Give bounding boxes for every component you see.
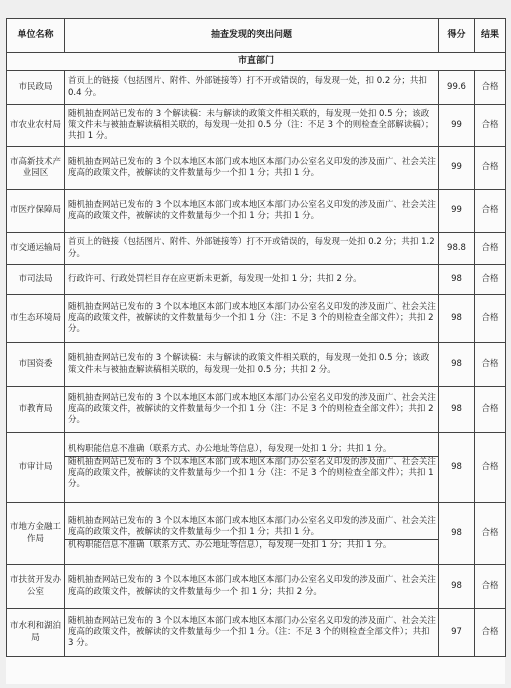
section-row <box>7 53 506 71</box>
issue-cell <box>65 387 439 433</box>
issue-cell <box>65 565 439 609</box>
result-cell: 合格 <box>475 565 506 609</box>
result-cell: 合格 <box>475 503 506 565</box>
issue-text: 随机抽查网站已发布的 3 个以本地区本部门或本地区本部门办公室名义印发的涉及面广、社会关注度高的政策文件，被解读的文件数量每少一个扣 1 分。（注：不足 3 个的则检查全部文件）；共扣 3 分。 <box>68 615 436 649</box>
score-cell: 99 <box>439 105 475 147</box>
table-row <box>7 295 506 343</box>
result-cell: 合格 <box>475 71 506 105</box>
header-row <box>7 19 506 53</box>
issue-text: 随机抽查网站已发布的 3 个以本地区本部门或本地区本部门办公室名义印发的涉及面广、社会关注度高的政策文件，被解读的文件数量每少一个扣 1 分；共扣 1 分。 <box>68 156 436 178</box>
issue-cell <box>65 295 439 343</box>
result-cell: 合格 <box>475 233 506 265</box>
table-row <box>7 265 506 295</box>
score-cell: 98 <box>439 343 475 387</box>
table-row <box>7 233 506 265</box>
issue-cell <box>65 233 439 265</box>
issue-text: 随机抽查网站已发布的 3 个以本地区本部门或本地区本部门办公室名义印发的涉及面广、社会关注度高的政策文件，被解读的文件数量每少一个扣 1 分；共扣 1 分。 <box>68 516 436 538</box>
score-cell: 98.8 <box>439 233 475 265</box>
table-row <box>7 71 506 105</box>
issue-text: 随机抽查网站已发布的 3 个解读稿：未与解读的政策文件相关联的，每发现一处扣 0.5 分；该政策文件未与被抽查解读稿相关联的，每发现一处扣 0.5 分（注：不足 3 个的则检查全部解读稿）；共扣 1 分。 <box>68 108 434 142</box>
unit-name-cell: 市扶贫开发办公室 <box>7 565 65 609</box>
score-cell: 98 <box>439 565 475 609</box>
table-row <box>7 147 506 190</box>
unit-name-cell: 市交通运输局 <box>7 233 65 265</box>
score-cell: 98 <box>439 387 475 433</box>
score-cell: 98 <box>439 265 475 295</box>
unit-name-cell: 市民政局 <box>7 71 65 105</box>
table-row <box>7 343 506 387</box>
score-cell: 98 <box>439 503 475 565</box>
issue-cell <box>65 105 439 147</box>
unit-name-cell: 市司法局 <box>7 265 65 295</box>
table-row <box>7 609 506 657</box>
score-cell: 98 <box>439 433 475 503</box>
unit-name-cell: 市审计局 <box>7 433 65 503</box>
result-cell: 合格 <box>475 147 506 190</box>
header-issue: 抽查发现的突出问题 <box>65 19 439 53</box>
issue-text: 随机抽查网站已发布的 3 个解读稿：未与解读的政策文件相关联的，每发现一处扣 0.5 分；该政策文件未与被抽查解读稿相关联的，每发现一处扣 0.5 分；共扣 2 分。 <box>68 353 430 375</box>
table-row <box>7 565 506 609</box>
result-cell: 合格 <box>475 265 506 295</box>
issue-text: 机构职能信息不准确（联系方式、办公地址等信息），每发现一处扣 1 分；共扣 1 分。 <box>68 444 392 455</box>
inspection-results-table <box>6 18 506 657</box>
issue-text: 随机抽查网站已发布的 3 个以本地区本部门或本地区本部门办公室名义印发的涉及面广、社会关注度高的政策文件，被解读的文件数量每少一个 扣 1 分；共扣 2 分。 <box>68 575 436 597</box>
issue-text: 随机抽查网站已发布的 3 个以本地区本部门或本地区本部门办公室名义印发的涉及面广、社会关注度高的政策文件，被解读的文件数量每少一个扣 1 分（注：不足 3 个的则检查全部文件）；共扣 1 分。 <box>65 456 438 491</box>
score-cell: 98 <box>439 295 475 343</box>
score-cell: 99.6 <box>439 71 475 105</box>
issue-cell <box>65 71 439 105</box>
issue-text: 随机抽查网站已发布的 3 个以本地区本部门或本地区本部门办公室名义印发的涉及面广、社会关注度高的政策文件，被解读的文件数量每少一个扣 1 分；共扣 1 分。 <box>68 199 436 221</box>
result-cell: 合格 <box>475 387 506 433</box>
result-cell: 合格 <box>475 190 506 233</box>
issue-text: 首页上的链接（包括图片、附件、外部链接等）打不开或错误的，每发现一处，扣 0.2 分；共扣 0.4 分。 <box>68 76 427 98</box>
result-cell: 合格 <box>475 343 506 387</box>
unit-name-cell: 市国资委 <box>7 343 65 387</box>
unit-name-cell: 市教育局 <box>7 387 65 433</box>
unit-name-cell: 市高新技术产业园区 <box>7 147 65 190</box>
table-row <box>7 190 506 233</box>
header-score: 得分 <box>439 19 475 53</box>
issue-text: 行政许可、行政处罚栏目存在应更新未更新，每发现一处扣 1 分；共扣 2 分。 <box>68 273 362 284</box>
issue-text: 随机抽查网站已发布的 3 个以本地区本部门或本地区本部门办公室名义印发的涉及面广、社会关注度高的政策文件，被解读的文件数量每少一个扣 1 分（注：不足 3 个的则检查全部文件）；共扣 2 分。 <box>68 301 436 335</box>
score-cell: 97 <box>439 609 475 657</box>
issue-cell <box>65 433 439 503</box>
issue-cell <box>65 147 439 190</box>
issue-cell <box>65 609 439 657</box>
issue-text: 随机抽查网站已发布的 3 个以本地区本部门或本地区本部门办公室名义印发的涉及面广、社会关注度高的政策文件，被解读的文件数量每少一个扣 1 分（注：不足 3 个的则检查全部文件）；共扣 2 分。 <box>68 392 436 426</box>
table-row <box>7 433 506 503</box>
document-page <box>6 18 505 684</box>
result-cell: 合格 <box>475 105 506 147</box>
table-row <box>7 387 506 433</box>
issue-text: 首页上的链接（包括图片、附件、外部链接等）打不开或错误的，每发现一处扣 0.2 分；共扣 1.2 分。 <box>68 237 435 259</box>
score-cell: 99 <box>439 190 475 233</box>
result-cell: 合格 <box>475 609 506 657</box>
section-title: 市直部门 <box>7 53 506 71</box>
table-row <box>7 503 506 565</box>
unit-name-cell: 市生态环境局 <box>7 295 65 343</box>
issue-cell <box>65 190 439 233</box>
result-cell: 合格 <box>475 433 506 503</box>
issue-text: 机构职能信息不准确（联系方式、办公地址等信息），每发现一处扣 1 分；共扣 1 分。 <box>65 539 438 551</box>
unit-name-cell: 市地方金融工作局 <box>7 503 65 565</box>
issue-cell <box>65 503 439 565</box>
header-result: 结果 <box>475 19 506 53</box>
result-cell: 合格 <box>475 295 506 343</box>
header-unit: 单位名称 <box>7 19 65 53</box>
table-row <box>7 105 506 147</box>
unit-name-cell: 市农业农村局 <box>7 105 65 147</box>
unit-name-cell: 市水利和湖泊局 <box>7 609 65 657</box>
issue-cell <box>65 265 439 295</box>
score-cell: 99 <box>439 147 475 190</box>
issue-cell <box>65 343 439 387</box>
unit-name-cell: 市医疗保障局 <box>7 190 65 233</box>
